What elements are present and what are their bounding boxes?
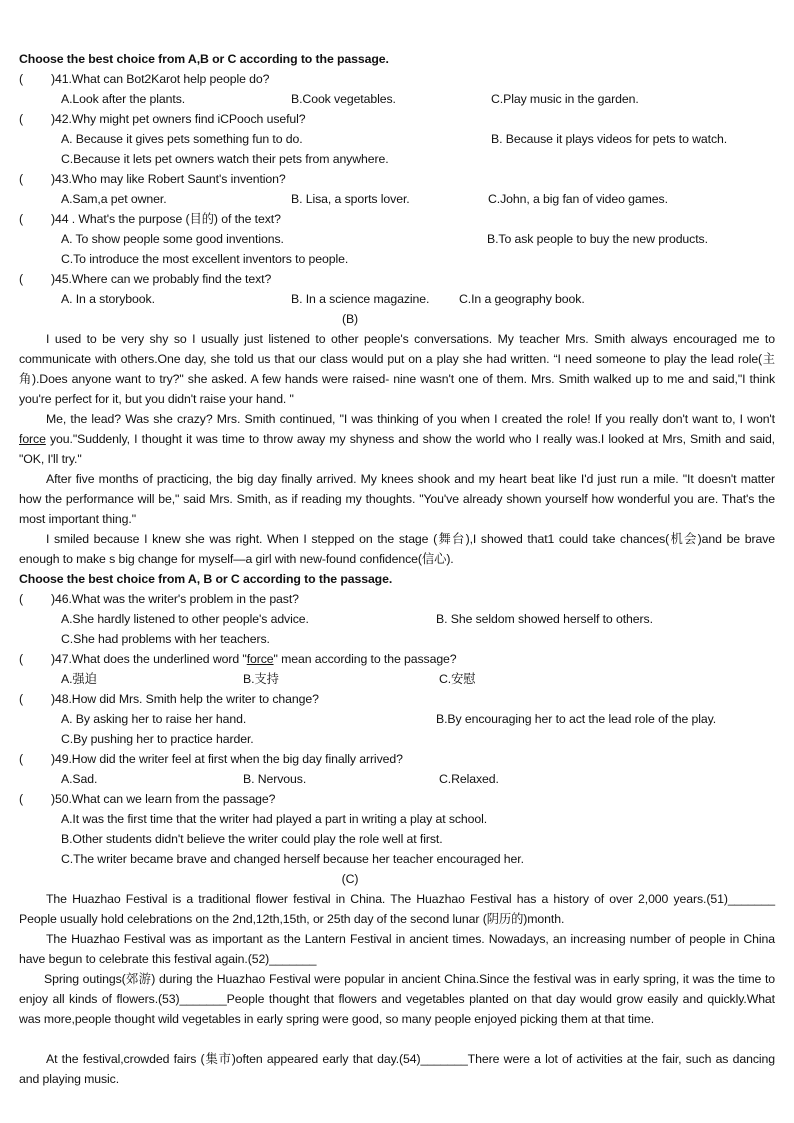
option-42-b: B. Because it plays videos for pets to watch. [491,132,728,146]
question-43: )43.Who may like Robert Saunt's invention? [51,172,286,186]
passage-c-paragraph-3 [19,969,775,1029]
answer-bracket: ( [19,692,23,706]
underlined-word-force: force [19,432,46,446]
option-48-c: C.By pushing her to practice harder. [61,732,254,746]
answer-bracket: ( [19,72,23,86]
answer-bracket: ( [19,652,23,666]
question-46: )46.What was the writer's problem in the past? [51,592,299,606]
option-44-b: B.To ask people to buy the new products. [487,232,708,246]
option-46-a: A.She hardly listened to other people's advice. [61,612,309,626]
passage-b-paragraph-4 [19,529,775,569]
passage-c-paragraph-1 [19,889,775,929]
answer-bracket: ( [19,172,23,186]
answer-bracket: ( [19,752,23,766]
passage-c-paragraph-2 [19,929,775,969]
passage-b-paragraph-3-text: After five months of practicing, the big day finally arrived. My knees shook and my heart beat like I'd just run a mile. "It doesn't matter how the performance will be," said Mrs. Smith, as if reading my thoughts. "You've already shown yourself how wonderful you are. That's the most important thing." [19,472,775,526]
option-46-c: C.She had problems with her teachers. [61,632,270,646]
option-49-c: C.Relaxed. [439,772,499,786]
question-41: )41.What can Bot2Karot help people do? [51,72,270,86]
option-44-c: C.To introduce the most excellent inventors to people. [61,252,349,266]
section-a-instruction: Choose the best choice from A,B or C according to the passage. [19,52,389,66]
option-41-a: A.Look after the plants. [61,92,186,106]
option-42-a: A. Because it gives pets something fun to do. [61,132,303,146]
option-47-b: B.支持 [243,672,279,686]
question-44: )44 . What's the purpose (目的) of the text? [51,212,281,226]
option-47-c: C.安慰 [439,672,476,686]
passage-c-paragraph-4-text: At the festival,crowded fairs (集市)often appeared early that day.(54)_______There were a lot of activities at the fair, such as dancing and playing music. [19,1052,775,1086]
answer-bracket: ( [19,792,23,806]
question-47-underlined-word: force [246,652,274,666]
option-49-b: B. Nervous. [243,772,307,786]
option-45-b: B. In a science magazine. [291,292,430,306]
passage-b-paragraph-3 [19,469,775,529]
option-41-b: B.Cook vegetables. [291,92,396,106]
question-47 [51,649,457,669]
question-45: )45.Where can we probably find the text? [51,272,272,286]
answer-bracket: ( [19,112,23,126]
question-47-end: " mean according to the passage? [273,652,457,666]
option-50-a: A.It was the first time that the writer had played a part in writing a play at school. [61,812,488,826]
option-45-c: C.In a geography book. [459,292,585,306]
passage-c-paragraph-3-text: Spring outings(郊游) during the Huazhao Festival were popular in ancient China.Since the festival was in early spring, it was the time to enjoy all kinds of flowers.(53)_______People thought that flowers and vegetables planted on that day would grow easily and quickly.What was more,people thought wild vegetables in early spring were good, so many people enjoyed picking them at that time. [19,972,775,1026]
question-50: )50.What can we learn from the passage? [51,792,276,806]
passage-b-paragraph-1 [19,329,775,409]
section-b-instruction: Choose the best choice from A, B or C according to the passage. [19,572,393,586]
option-45-a: A. In a storybook. [61,292,155,306]
option-41-c: C.Play music in the garden. [491,92,639,106]
option-50-c: C.The writer became brave and changed herself because her teacher encouraged her. [61,852,524,866]
passage-b-paragraph-1-text: I used to be very shy so I usually just listened to other people's conversations. My teacher Mrs. Smith always encouraged me to communicate with others.One day, she told us that our class would put on a play she had written. “I need someone to play the lead role(主角).Does anyone want to try?" she asked. A few hands were raised- nine wasn't one of them. Mrs. Smith walked up to me and said,"I think you're perfect for it, but you didn't raise your hand. " [19,332,775,406]
option-43-a: A.Sam,a pet owner. [61,192,167,206]
question-49: )49.How did the writer feel at first when the big day finally arrived? [51,752,403,766]
passage-b-paragraph-2-end: you."Suddenly, I thought it was time to throw away my shyness and show the world who I really was.I looked at Mrs, Smith and said, "OK, I'll try." [19,432,775,466]
option-47-a: A.强迫 [61,672,97,686]
answer-bracket: ( [19,272,23,286]
option-48-b: B.By encouraging her to act the lead role of the play. [436,712,717,726]
passage-c-paragraph-4 [19,1049,775,1089]
answer-bracket: ( [19,212,23,226]
option-43-b: B. Lisa, a sports lover. [291,192,410,206]
option-46-b: B. She seldom showed herself to others. [436,612,653,626]
option-43-c: C.John, a big fan of video games. [488,192,668,206]
section-c-label: (C) [341,872,359,886]
question-42: )42.Why might pet owners find iCPooch useful? [51,112,306,126]
section-b-label: (B) [341,312,359,326]
answer-bracket: ( [19,592,23,606]
passage-c-paragraph-2-text: The Huazhao Festival was as important as the Lantern Festival in ancient times. Nowadays, an increasing number of people in China have begun to celebrate this festival again.(52)_______ [19,932,775,966]
question-47-start: )47.What does the underlined word " [51,652,247,666]
passage-c-paragraph-1-text: The Huazhao Festival is a traditional flower festival in China. The Huazhao Festival has a history of over 2,000 years.(51)_______ People usually hold celebrations on the 2nd,12th,15th, or 25th day of the second lunar (阴历的)month. [19,892,775,926]
option-48-a: A. By asking her to raise her hand. [61,712,247,726]
option-50-b: B.Other students didn't believe the writer could play the role well at first. [61,832,443,846]
question-48: )48.How did Mrs. Smith help the writer to change? [51,692,319,706]
option-49-a: A.Sad. [61,772,98,786]
passage-b-paragraph-4-text: I smiled because I knew she was right. When I stepped on the stage (舞台),I showed that1 could take chances(机会)and be brave enough to make s big change for myself—a girl with new-found confidence(信心). [19,532,775,566]
passage-b-paragraph-2-start: Me, the lead? Was she crazy? Mrs. Smith continued, "I was thinking of you when I created the role! If you really don't want to, I won't [46,412,775,426]
option-44-a: A. To show people some good inventions. [61,232,284,246]
passage-b-paragraph-2 [19,409,775,469]
option-42-c: C.Because it lets pet owners watch their pets from anywhere. [61,152,389,166]
